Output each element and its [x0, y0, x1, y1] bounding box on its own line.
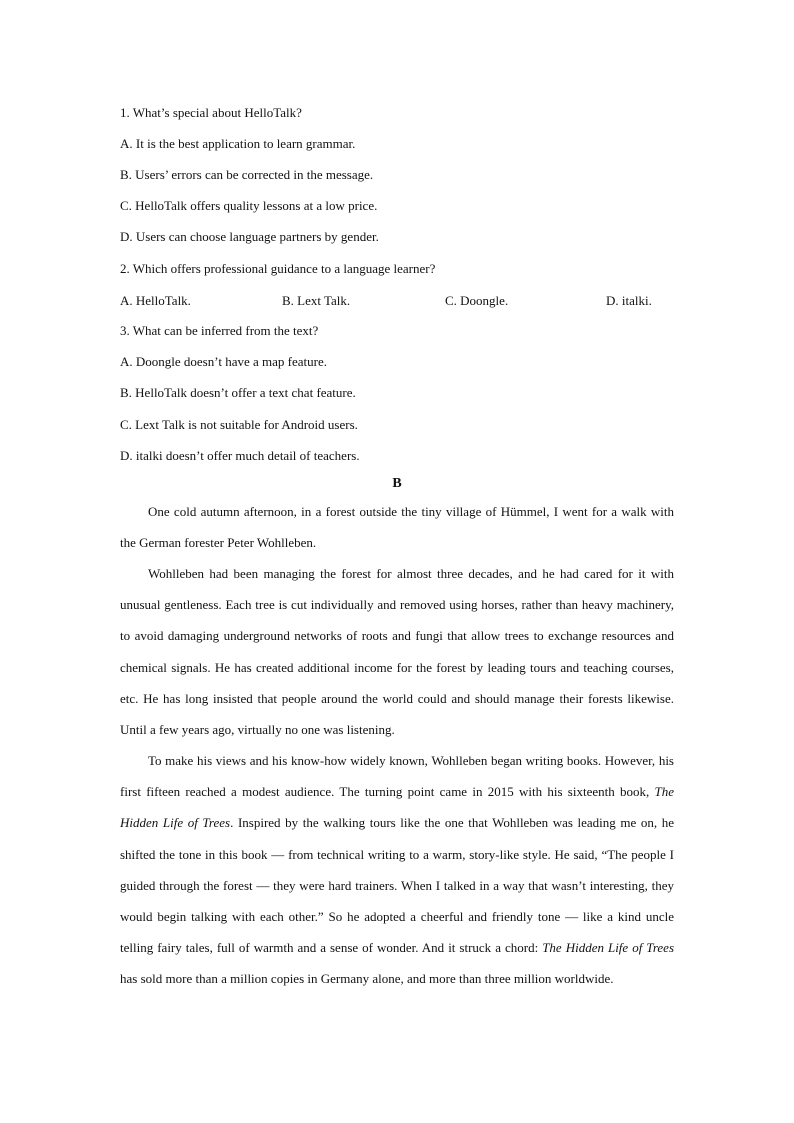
passage-paragraph-2: Wohlleben had been managing the forest for almost three decades, and he had cared for it with unusual gentleness. Each tree is cut individually and removed using horses, rather than heavy machinery, to avoid damaging underground networks of roots and fungi that allow trees to exchange resources and chemical signals. He has created additional income for the forest by leading tours and teaching courses, etc. He has long insisted that people around the world could and should manage their forests likewise. Until a few years ago, virtually no one was listening. — [120, 566, 674, 738]
question-3-option-c: C. Lext Talk is not suitable for Android users. — [120, 417, 358, 432]
question-2-option-a: A. HelloTalk. — [120, 293, 191, 308]
question-1-option-b: B. Users’ errors can be corrected in the message. — [120, 167, 374, 182]
question-1-stem: 1. What’s special about HelloTalk? — [120, 105, 302, 120]
question-3-option-d: D. italki doesn’t offer much detail of teachers. — [120, 448, 360, 463]
question-1-option-c: C. HelloTalk offers quality lessons at a low price. — [120, 198, 378, 213]
book-title: The Hidden Life of Trees — [542, 940, 674, 956]
question-1-option-d: D. Users can choose language partners by gender. — [120, 229, 379, 244]
section-heading: B — [392, 476, 402, 491]
question-2-option-d: D. italki. — [606, 293, 652, 308]
passage-paragraph-1: One cold autumn afternoon, in a forest outside the tiny village of Hümmel, I went for a walk with the German forester Peter Wohlleben. — [120, 504, 674, 551]
question-2-stem: 2. Which offers professional guidance to a language learner? — [120, 261, 436, 276]
question-1-option-a: A. It is the best application to learn grammar. — [120, 136, 356, 151]
book-title: The Hidden Life of Trees — [120, 784, 674, 831]
paragraph-3-text-c: has sold more than a million copies in Germany alone, and more than three million worldwide. — [120, 971, 614, 987]
question-3-option-b: B. HelloTalk doesn’t offer a text chat feature. — [120, 385, 356, 400]
question-2-option-c: C. Doongle. — [445, 293, 509, 308]
question-3-option-a: A. Doongle doesn’t have a map feature. — [120, 354, 327, 369]
question-2-option-b: B. Lext Talk. — [282, 293, 351, 308]
paragraph-3-text-a: To make his views and his know-how widely known, Wohlleben began writing books. However, his first fifteen reached a modest audience. The turning point came in 2015 with his sixteenth book, — [120, 753, 674, 800]
question-3-stem: 3. What can be inferred from the text? — [120, 323, 319, 338]
paragraph-3-text-b: . Inspired by the walking tours like the one that Wohlleben was leading me on, he shifted the tone in this book — from technical writing to a warm, story-like style. He said, “The people I guided through the forest — they were hard trainers. When I talked in a way that wasn’t interesting, they would begin talking with each other.” So he adopted a cheerful and friendly tone — like a kind uncle telling fairy tales, full of warmth and a sense of wonder. And it struck a chord: — [120, 815, 674, 956]
passage-paragraph-3 — [120, 745, 674, 995]
